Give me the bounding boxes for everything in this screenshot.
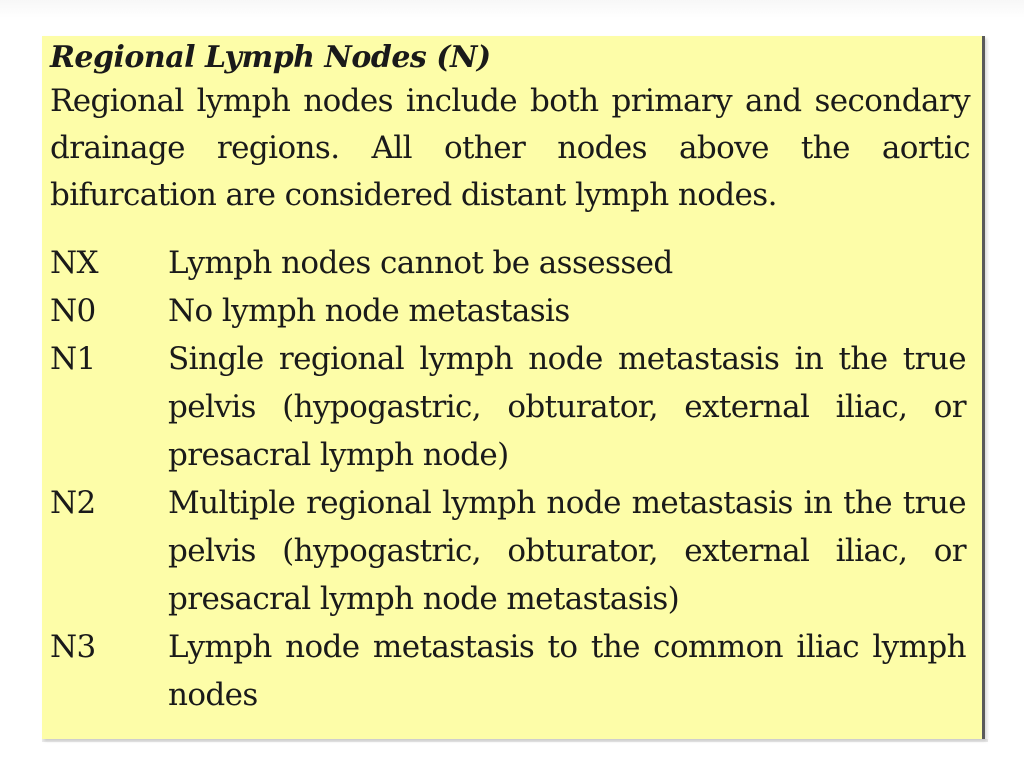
staging-description: Lymph node metastasis to the common iliac lymph nodes xyxy=(168,629,966,713)
slide-top-band xyxy=(0,0,1024,18)
staging-entry-n3 xyxy=(50,623,970,719)
staging-list xyxy=(50,239,970,719)
staging-code: NX xyxy=(50,245,98,281)
section-title: Regional Lymph Nodes (N) xyxy=(50,40,491,75)
staging-entry-nx xyxy=(50,239,970,287)
staging-code: N2 xyxy=(50,485,96,521)
document-content xyxy=(50,36,970,719)
staging-entry-n2 xyxy=(50,479,970,623)
panel-shadow xyxy=(42,739,988,742)
staging-entry-n1 xyxy=(50,335,970,479)
staging-entry-n0 xyxy=(50,287,970,335)
intro-paragraph: Regional lymph nodes include both primary and secondary drainage regions. All other nodes above the aortic bifurcation are considered distant lymph nodes. xyxy=(50,83,970,213)
staging-description: Lymph nodes cannot be assessed xyxy=(168,245,673,281)
staging-code: N1 xyxy=(50,341,96,377)
staging-description: Multiple regional lymph node metastasis in the true pelvis (hypogastric, obturator, external iliac, or presacral lymph node metastasis) xyxy=(168,485,966,617)
staging-code: N0 xyxy=(50,293,96,329)
document-panel xyxy=(42,36,985,739)
staging-code: N3 xyxy=(50,629,96,665)
staging-description: No lymph node metastasis xyxy=(168,293,570,329)
staging-description: Single regional lymph node metastasis in the true pelvis (hypogastric, obturator, external iliac, or presacral lymph node) xyxy=(168,341,966,473)
